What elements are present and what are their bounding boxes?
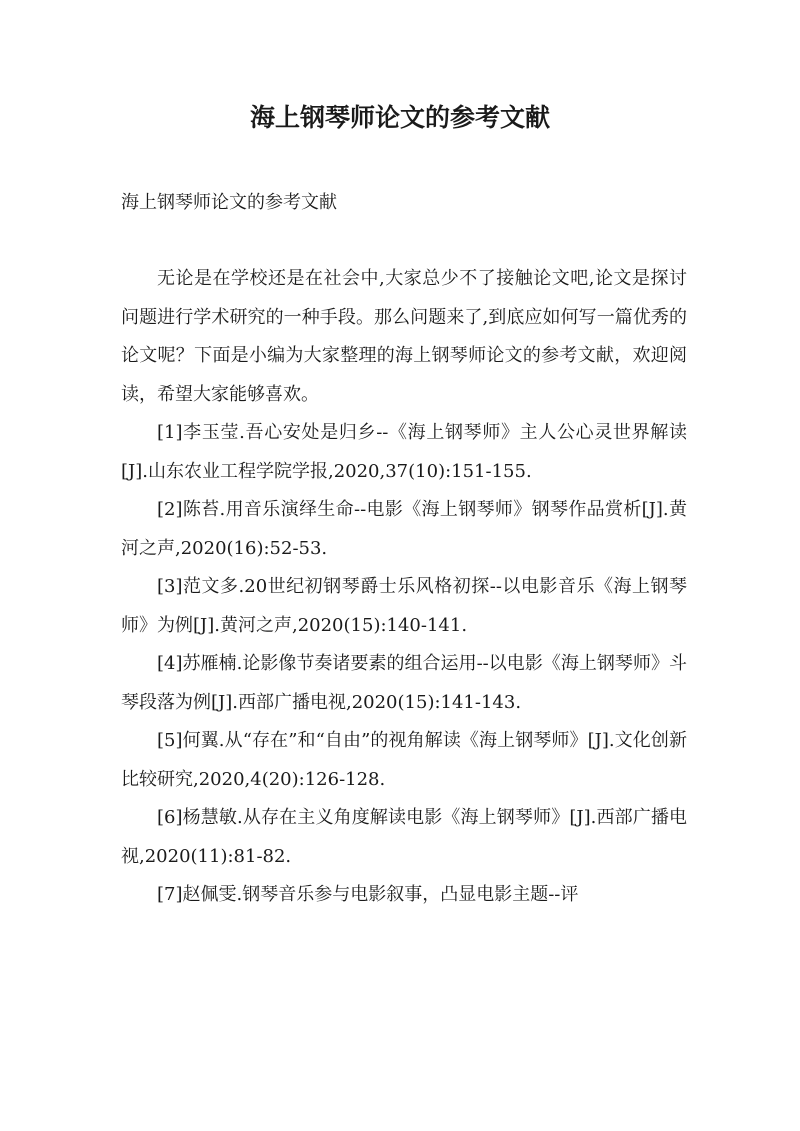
document-title: 海上钢琴师论文的参考文献 xyxy=(249,103,550,132)
document-subtitle: 海上钢琴师论文的参考文献 xyxy=(121,192,337,213)
reference-item: [6]杨慧敏.从存在主义角度解读电影《海上钢琴师》[J].西部广播电视,2020(11):81-82. xyxy=(121,807,687,867)
reference-item: [4]苏雁楠.论影像节奏诸要素的组合运用--以电影《海上钢琴师》斗琴段落为例[J].西部广播电视,2020(15):141-143. xyxy=(121,653,687,713)
reference-item: [1]李玉莹.吾心安处是归乡--《海上钢琴师》主人公心灵世界解读[J].山东农业工程学院学报,2020,37(10):151-155. xyxy=(121,422,687,482)
reference-item: [3]范文多.20世纪初钢琴爵士乐风格初探--以电影音乐《海上钢琴师》为例[J].黄河之声,2020(15):140-141. xyxy=(121,576,687,636)
reference-item: [7]赵佩雯.钢琴音乐参与电影叙事，凸显电影主题--评 xyxy=(157,884,579,905)
document-body xyxy=(121,260,687,915)
reference-item: [2]陈苔.用音乐演绎生命--电影《海上钢琴师》钢琴作品赏析[J].黄河之声,2020(16):52-53. xyxy=(121,499,687,559)
intro-paragraph: 无论是在学校还是在社会中,大家总少不了接触论文吧,论文是探讨问题进行学术研究的一种手段。那么问题来了,到底应如何写一篇优秀的论文呢？下面是小编为大家整理的海上钢琴师论文的参考文献，欢迎阅读，希望大家能够喜欢。 xyxy=(121,268,687,405)
reference-item: [5]何翼.从“存在”和“自由”的视角解读《海上钢琴师》[J].文化创新比较研究,2020,4(20):126-128. xyxy=(121,730,687,790)
